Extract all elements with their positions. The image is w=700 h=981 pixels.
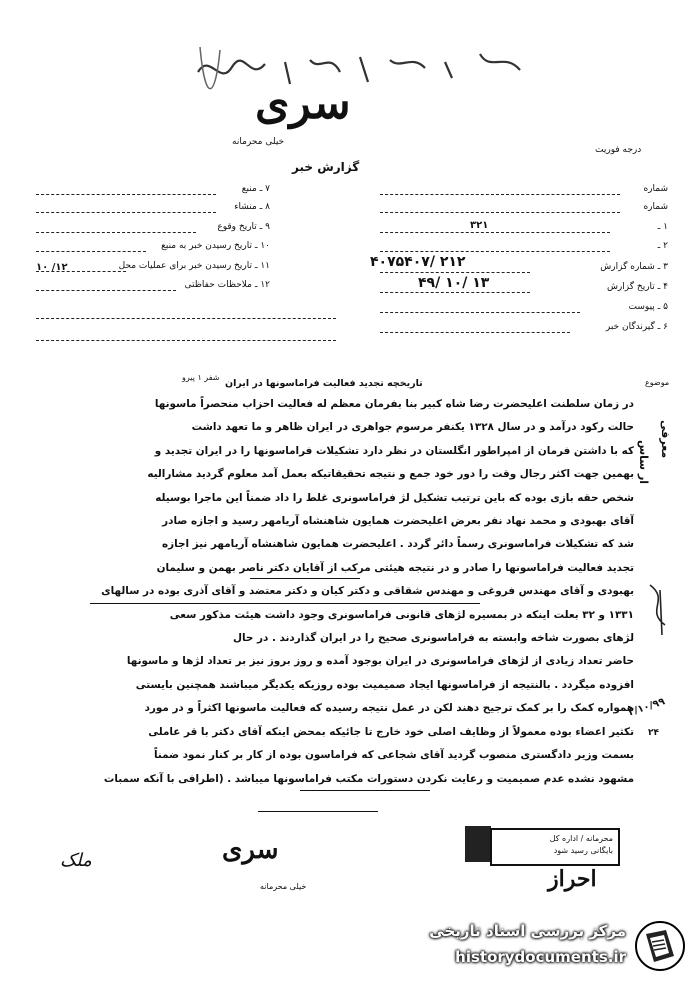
form-left-label-5: ۱۱ ـ تاریخ رسیدن خبر برای عملیات محل <box>118 261 270 271</box>
subject-text: تاریخچه تجدید فعالیت فراماسونها در ایران <box>225 378 423 389</box>
form-right-label-6: ۴ ـ تاریخ گزارش <box>606 282 668 292</box>
body-line: بهمین جهت اکثر رجال وقت را دور خود جمع و نتیجه تحقیقاتیکه بعمل آمد معلوم گردید مشارالیه <box>147 468 634 481</box>
archive-mark: احراز <box>548 866 597 892</box>
body-line: همواره کمک را بر کمک ترجیح دهند لکن در عمل نتیجه رسیده که فعالیت ماسونها اکثراً و در مورد <box>144 702 634 715</box>
bottom-classification-stamp: سری <box>222 835 279 865</box>
document-archive-icon <box>632 920 688 972</box>
watermark-logo <box>430 918 692 974</box>
form-left-label-2: ۸ ـ منشاء <box>234 202 270 212</box>
body-line: بهبودی و آقای مهندس فروغی و مهندس شقاقی و دکتر کیان و دکتر معتضد و آقای آذری بوده در سالهای <box>101 585 634 598</box>
handwritten-underline <box>250 578 360 579</box>
margin-note-number: ۲۴ <box>648 728 659 738</box>
form-left-label-1: ۷ ـ منبع <box>241 184 270 194</box>
body-line: حالت رکود درآمد و در سال ۱۳۲۸ یکنفر مرسوم جواهری در ایران ظاهر و ما تعهد داشت <box>191 421 634 434</box>
body-line: حاضر تعداد زیادی از لژهای فراماسونری در ایران بوجود آمده و روز بروز نیز بر تعداد لژها و ماسونها <box>126 655 634 668</box>
urgency-label: درجه فوریت <box>595 145 642 155</box>
form-right-label-4: ۲ ـ <box>657 241 668 251</box>
report-number-value: ۲۱۲ /۴۰۷۵۴۰۷ <box>370 254 466 270</box>
handwritten-underline <box>90 603 480 604</box>
form-right-label-5: ۳ ـ شماره گزارش <box>600 262 668 272</box>
bottom-department: خیلی محرمانه <box>260 882 307 891</box>
top-handwriting-scrawl <box>190 42 530 112</box>
form-right-value-3: ۳۲۱ <box>470 220 489 231</box>
report-date-value: ۱۳ /۱۰ /۴۹ <box>418 275 490 291</box>
form-right-label-7: ۵ ـ پیوست <box>628 302 668 312</box>
form-left-label-6: ۱۲ ـ ملاحظات حفاظتی <box>184 280 270 290</box>
receipt-box-stamp <box>490 828 620 866</box>
body-line: افزوده میگردد . بالنتیجه از فراماسونها ایجاد صمیمیت بوده روزیکه یکدیگر میباشند همچنین بایستی <box>135 678 634 691</box>
form-right-label-1: شماره <box>643 184 668 194</box>
document-body <box>24 393 634 791</box>
department-line: خیلی محرمانه <box>232 137 285 147</box>
ink-blot <box>465 826 491 862</box>
margin-note-1: ار ساس <box>637 440 650 485</box>
subject-reference: شفر ۱ پیرو <box>182 373 220 382</box>
body-line: لژهای بصورت شاخه وابسته به فراماسونری صحیح را در ایران گذاردند . در حال <box>233 632 634 645</box>
box-stamp-line: بایگانی رسید شود <box>553 846 613 855</box>
form-right-label-8: ۶ ـ گیرندگان خبر <box>605 322 668 332</box>
top-classification-stamp: سری <box>255 78 351 129</box>
body-line: تکثیر اعضاء بوده معمولاً از وظایف اصلی خود خارج تا جائیکه بمحض اینکه آقای دکتر با قر عاملی <box>148 725 634 738</box>
box-stamp-line: محرمانه / اداره کل <box>549 834 613 843</box>
margin-note-date: ۲/۱۰/۹۹ <box>627 696 667 719</box>
margin-scribble <box>640 580 680 640</box>
margin-note-2: معرفی <box>659 420 672 459</box>
signature: ملک <box>60 850 92 871</box>
body-line: مشهود نشده عدم صمیمیت و رعایت نکردن دستورات مکتب فراماسونها میباشد . (اطرافی با آنکه سمبات <box>103 772 634 785</box>
body-line: شخص حقه بازی بوده که باین ترتیب تشکیل لژ فراماسونری غلط را داد ضمناً این ماجرا بوسیله <box>155 491 634 504</box>
body-line: شد که تشکیلات فراماسونری رسماً دائر گردد . اعلیحضرت همایون شاهنشاه آریامهر نیز اجازه <box>162 538 634 551</box>
body-line: در زمان سلطنت اعلیحضرت رضا شاه کبیر بنا بفرمان معظم له فعالیت احزاب منحصراً ماسونها <box>154 398 634 410</box>
subject-label: موضوع <box>645 378 670 387</box>
body-line: بسمت وزیر دادگستری منصوب گردید آقای شجاعی که فراماسون بوده از کار بر کنار نمود ضمناً <box>153 749 634 762</box>
form-left-label-4: ۱۰ ـ تاریخ رسیدن خبر به منبع <box>161 241 270 251</box>
handwritten-underline <box>258 811 378 812</box>
body-line: آقای بهبودی و محمد نهاد نفر بعرض اعلیحضرت همایون شاهنشاه آریامهر رسید و اجازه صادر <box>162 515 634 528</box>
watermark-text-en: historydocuments.ir <box>455 948 626 966</box>
handwritten-underline <box>300 790 430 791</box>
document-title: گزارش خبر <box>292 160 360 174</box>
form-right-label-3: ۱ ـ <box>657 222 668 232</box>
form-left-label-3: ۹ ـ تاریخ وقوع <box>217 222 270 232</box>
watermark-text-fa: مرکز بررسی اسناد تاریخی <box>429 922 626 940</box>
body-line: که با داشتن فرمان از امپراطور انگلستان در نظر دارد تشکیلات فراماسونها را در ایران تجدید و <box>154 444 634 457</box>
form-left-value-5: ۱۰ /۱۲ <box>36 262 68 273</box>
body-line: ۱۳۳۱ و ۳۲ بعلت اینکه در بمسیره لژهای قانونی فراماسونری وجود داشت هیئت مذکور سعی <box>169 608 634 621</box>
form-right-label-2: شماره <box>643 202 668 212</box>
body-line: تجدید فعالیت فراماسونها را صادر و در نتیجه هیئتی مرکب از آقایان دکتر ناصر بهمن و سلیمان <box>156 561 634 574</box>
